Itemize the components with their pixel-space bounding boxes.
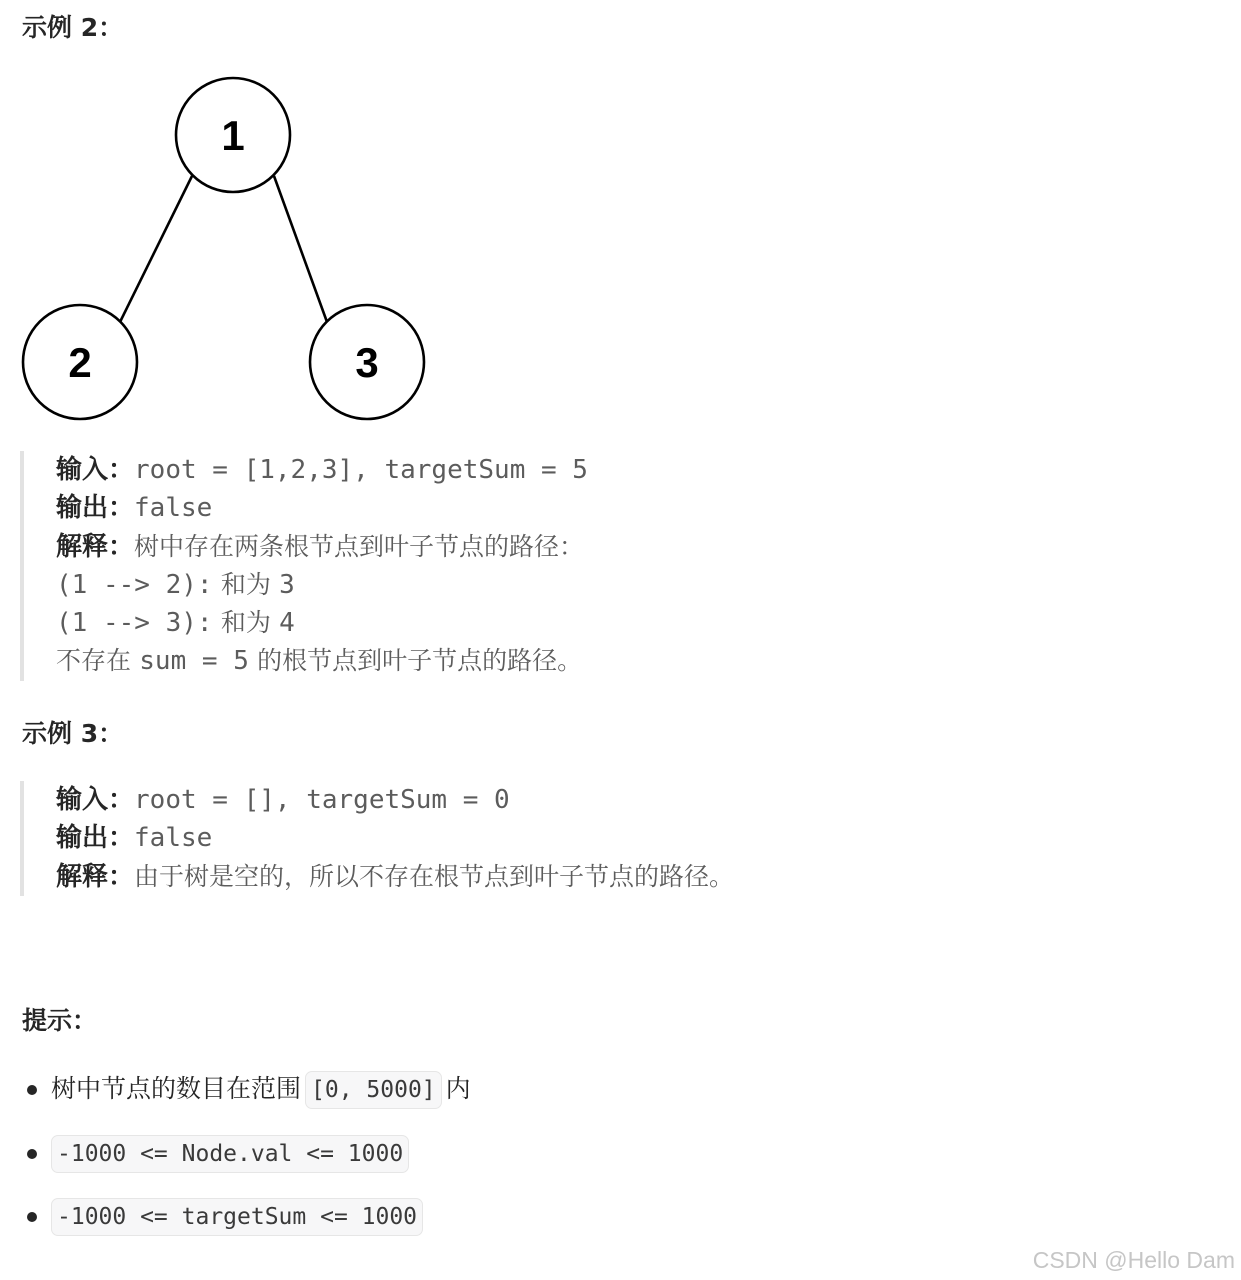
output-label: 输出： xyxy=(56,493,135,524)
hint-text xyxy=(51,1195,427,1237)
conclusion-expression: sum = 5 xyxy=(139,646,249,677)
hint-text xyxy=(51,1068,471,1110)
conclusion-prefix: 不存在 xyxy=(56,646,132,676)
hints-list xyxy=(22,1068,471,1259)
path-1-sum-label: 和为 xyxy=(220,569,271,599)
hint-item-node-count xyxy=(22,1068,471,1132)
tree-node-root xyxy=(176,78,290,192)
example-2-path-1 xyxy=(56,566,588,604)
hint-text xyxy=(51,1132,413,1174)
example-2-path-2 xyxy=(56,604,588,642)
tree-node-root-label: 1 xyxy=(221,112,245,159)
input-value: root = [], targetSum = 0 xyxy=(134,785,510,815)
explain-text: 树中存在两条根节点到叶子节点的路径： xyxy=(134,531,585,561)
path-2-route: (1 --> 3): xyxy=(56,608,213,639)
tree-edge-1-2 xyxy=(120,176,192,322)
hint-1-code: [0, 5000] xyxy=(305,1071,442,1109)
binary-tree-diagram xyxy=(18,70,430,426)
example-2-conclusion xyxy=(56,642,588,680)
example-3-input-line xyxy=(56,781,734,819)
output-label: 输出： xyxy=(56,823,135,854)
explain-label: 解释： xyxy=(56,861,135,892)
hint-3-code: -1000 <= targetSum <= 1000 xyxy=(51,1198,423,1236)
hint-item-node-val xyxy=(22,1132,471,1196)
tree-node-right xyxy=(310,305,424,419)
example-2-heading: 示例 2： xyxy=(22,13,124,42)
tree-node-left-label: 2 xyxy=(68,339,92,386)
example-3-heading: 示例 3： xyxy=(22,719,124,748)
hint-1-prefix: 树中节点的数目在范围 xyxy=(51,1074,302,1103)
bullet-icon xyxy=(27,1085,37,1095)
explain-label: 解释： xyxy=(56,531,135,562)
example-2-input-line xyxy=(56,451,588,489)
hint-1-suffix: 内 xyxy=(445,1074,471,1103)
example-2-output-line xyxy=(56,489,588,527)
conclusion-suffix: 的根节点到叶子节点的路径。 xyxy=(257,646,583,676)
example-3-explain-line xyxy=(56,858,734,896)
path-1-route: (1 --> 2): xyxy=(56,569,213,600)
tree-edge-1-3 xyxy=(274,176,327,322)
example-3-output-line xyxy=(56,819,734,857)
hints-heading: 提示： xyxy=(22,1006,98,1035)
hint-item-target-sum xyxy=(22,1195,471,1259)
bullet-icon xyxy=(27,1212,37,1222)
explain-text: 由于树是空的，所以不存在根节点到叶子节点的路径。 xyxy=(134,861,735,891)
tree-node-left xyxy=(23,305,137,419)
example-2-blockquote xyxy=(20,451,588,681)
input-label: 输入： xyxy=(56,455,135,485)
path-2-sum: 4 xyxy=(279,608,295,639)
input-label: 输入： xyxy=(56,785,135,815)
example-2-explain-line xyxy=(56,528,588,566)
output-value: false xyxy=(134,823,213,854)
example-3-blockquote xyxy=(20,781,734,896)
hint-2-code: -1000 <= Node.val <= 1000 xyxy=(51,1135,409,1173)
path-1-sum: 3 xyxy=(279,569,295,600)
watermark: CSDN @Hello Dam xyxy=(1032,1247,1235,1273)
bullet-icon xyxy=(27,1149,37,1159)
path-2-sum-label: 和为 xyxy=(220,608,271,638)
output-value: false xyxy=(134,493,213,524)
tree-node-right-label: 3 xyxy=(355,339,379,386)
input-value: root = [1,2,3], targetSum = 5 xyxy=(134,455,588,485)
